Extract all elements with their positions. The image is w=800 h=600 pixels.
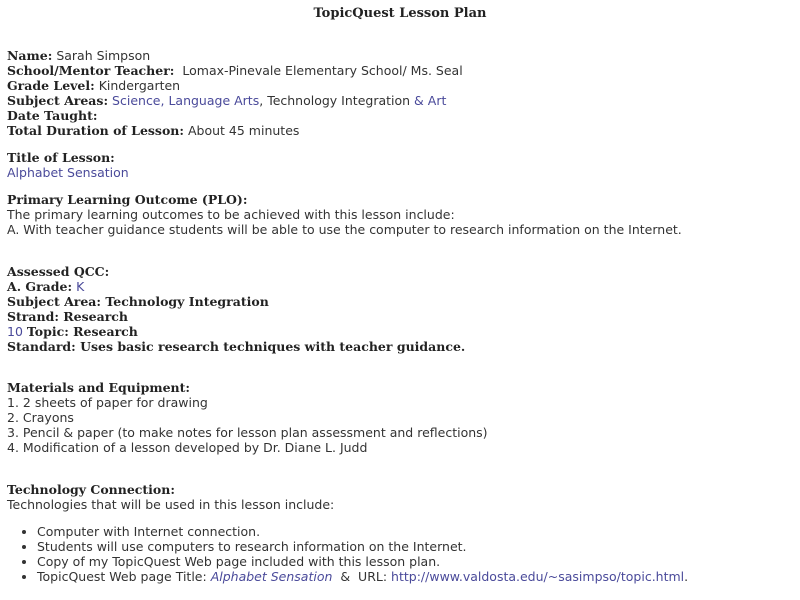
name-label: Name: bbox=[7, 48, 53, 63]
page-title: TopicQuest Lesson Plan bbox=[313, 6, 487, 21]
materials-label: Materials and Equipment: bbox=[7, 380, 191, 395]
materials-section bbox=[7, 380, 488, 455]
plo-intro: The primary learning outcomes to be achieved with this lesson include: bbox=[7, 207, 455, 222]
date-label: Date Taught: bbox=[7, 108, 98, 123]
qcc-section bbox=[7, 264, 465, 354]
technology-list bbox=[7, 524, 688, 584]
subject-link-science-language[interactable]: Science, Language Arts bbox=[112, 93, 260, 108]
topicquest-url-link[interactable]: http://www.valdosta.edu/~sasimpso/topic.html bbox=[391, 569, 685, 584]
plo-item: A. With teacher guidance students will be able to use the computer to research information on the Internet. bbox=[7, 222, 682, 237]
material-item: 3. Pencil & paper (to make notes for lesson plan assessment and reflections) bbox=[7, 425, 488, 440]
technology-intro: Technologies that will be used in this lesson include: bbox=[7, 497, 335, 512]
qcc-grade-label: A. Grade: bbox=[7, 279, 73, 294]
list-item: • Computer with Internet connection. bbox=[37, 524, 688, 539]
subject-label: Subject Areas: bbox=[7, 93, 109, 108]
technology-label: Technology Connection: bbox=[7, 482, 175, 497]
qcc-number-link[interactable]: 10 bbox=[7, 324, 23, 339]
school-label: School/Mentor Teacher: bbox=[7, 63, 175, 78]
qcc-standard: Standard: Uses basic research techniques with teacher guidance. bbox=[7, 339, 466, 354]
grade-label: Grade Level: bbox=[7, 78, 95, 93]
lesson-title-label: Title of Lesson: bbox=[7, 150, 115, 165]
qcc-strand: Strand: Research bbox=[7, 309, 128, 324]
lesson-title-section bbox=[7, 150, 129, 180]
subject-link-art[interactable]: & Art bbox=[414, 93, 447, 108]
lesson-title-link[interactable]: Alphabet Sensation bbox=[7, 165, 129, 180]
subject-technology: Technology Integration bbox=[267, 93, 411, 108]
list-item: • Copy of my TopicQuest Web page included with this lesson plan. bbox=[37, 554, 688, 569]
technology-section bbox=[7, 482, 688, 584]
duration-value: About 45 minutes bbox=[188, 123, 300, 138]
topicquest-title-link[interactable]: Alphabet Sensation bbox=[210, 569, 333, 584]
qcc-topic: Topic: Research bbox=[26, 324, 138, 339]
material-item: 4. Modification of a lesson developed by Dr. Diane L. Judd bbox=[7, 440, 368, 455]
plo-label: Primary Learning Outcome (PLO): bbox=[7, 192, 248, 207]
grade-value: Kindergarten bbox=[98, 78, 181, 93]
material-item: 2. Crayons bbox=[7, 410, 74, 425]
qcc-label: Assessed QCC: bbox=[7, 264, 110, 279]
qcc-grade-link[interactable]: K bbox=[76, 279, 85, 294]
qcc-subject: Subject Area: Technology Integration bbox=[7, 294, 269, 309]
duration-label: Total Duration of Lesson: bbox=[7, 123, 185, 138]
list-item: • TopicQuest Web page Title: Alphabet Sensation & URL: http://www.valdosta.edu/~sasimpso/topic.html. bbox=[37, 569, 688, 584]
name-value: Sarah Simpson bbox=[56, 48, 151, 63]
school-value: Lomax-Pinevale Elementary School/ Ms. Seal bbox=[182, 63, 463, 78]
info-section: Name: Sarah Simpson School/Mentor Teacher: Lomax-Pinevale Elementary School/ Ms. Seal Grade Level: Kindergarten Subject Areas: Science, Language Arts, Technology Integration & Art Date Taught: Total Duration of Lesson: About 45 minutes bbox=[7, 48, 463, 138]
plo-section bbox=[7, 192, 682, 237]
list-item: • Students will use computers to research information on the Internet. bbox=[37, 539, 688, 554]
material-item: 1. 2 sheets of paper for drawing bbox=[7, 395, 208, 410]
